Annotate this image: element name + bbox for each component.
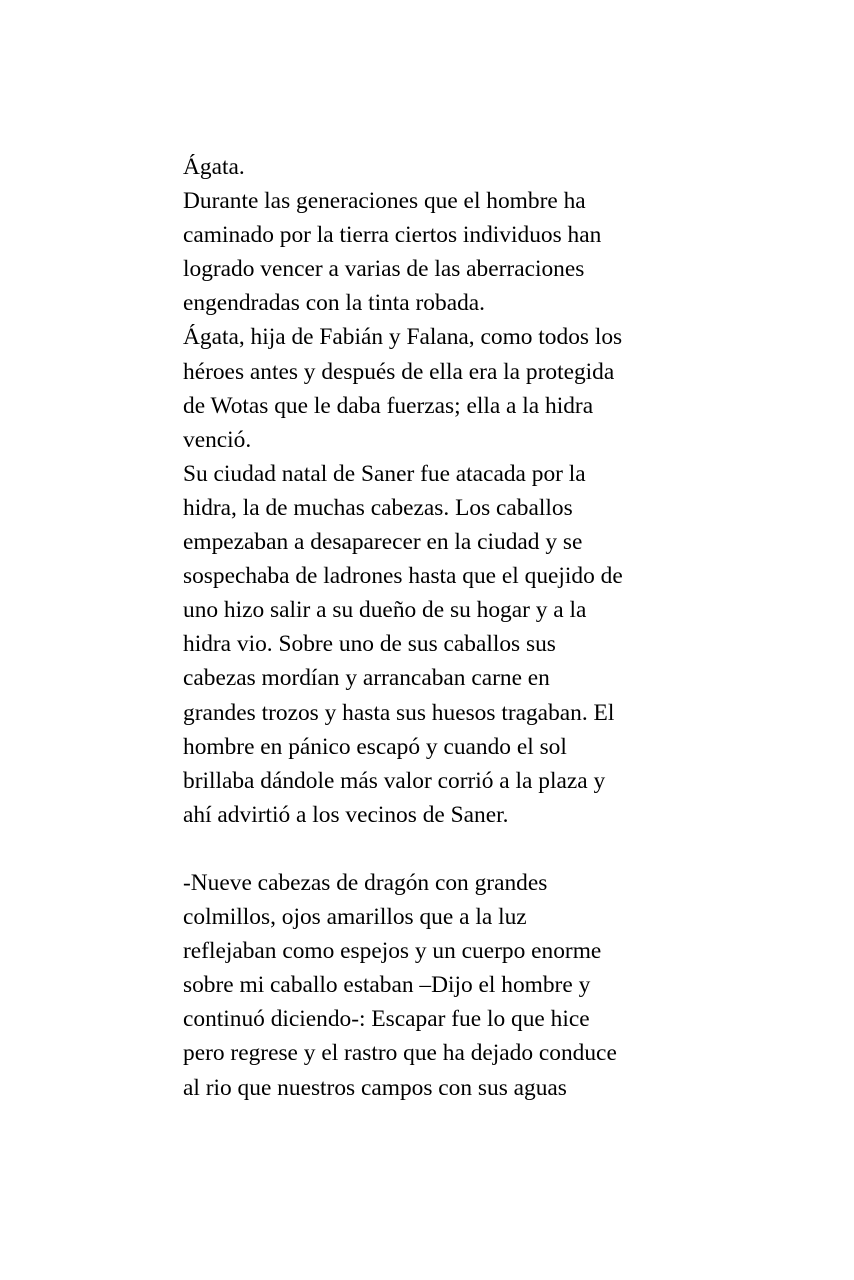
dialogue-line: sobre mi caballo estaban –Dijo el hombre y bbox=[183, 972, 591, 999]
text-line: Ágata, hija de Fabián y Falana, como todos los bbox=[183, 324, 623, 351]
dialogue-line: al rio que nuestros campos con sus aguas bbox=[183, 1074, 567, 1101]
dialogue-line: pero regrese y el rastro que ha dejado conduce bbox=[183, 1040, 617, 1067]
title-line: Ágata. bbox=[183, 154, 245, 180]
text-line: engendradas con la tinta robada. bbox=[183, 290, 485, 317]
text-line: de Wotas que le daba fuerzas; ella a la hidra bbox=[183, 392, 594, 419]
text-line: brillaba dándole más valor corrió a la plaza y bbox=[183, 767, 606, 794]
text-line: Su ciudad natal de Saner fue atacada por la bbox=[183, 460, 586, 487]
dialogue-line: -Nueve cabezas de dragón con grandes bbox=[183, 869, 548, 896]
text-line: ahí advirtió a los vecinos de Saner. bbox=[183, 801, 509, 828]
text-line: grandes trozos y hasta sus huesos tragaban. El bbox=[183, 699, 615, 726]
text-line: héroes antes y después de ella era la protegida bbox=[183, 358, 615, 385]
text-line: hidra vio. Sobre uno de sus caballos sus bbox=[183, 631, 556, 658]
dialogue-line: reflejaban como espejos y un cuerpo enorme bbox=[183, 938, 602, 965]
text-line: hombre en pánico escapó y cuando el sol bbox=[183, 733, 567, 760]
text-line: venció. bbox=[183, 426, 252, 453]
text-line: sospechaba de ladrones hasta que el quejido de bbox=[183, 563, 623, 590]
text-line: Durante las generaciones que el hombre ha bbox=[183, 188, 586, 215]
dialogue-line: continuó diciendo-: Escapar fue lo que hice bbox=[183, 1006, 590, 1033]
blank-line bbox=[183, 832, 683, 866]
text-line: uno hizo salir a su dueño de su hogar y a la bbox=[183, 597, 587, 624]
dialogue-line: colmillos, ojos amarillos que a la luz bbox=[183, 904, 527, 931]
text-line: caminado por la tierra ciertos individuos han bbox=[183, 222, 602, 249]
text-line: hidra, la de muchas cabezas. Los caballos bbox=[183, 494, 573, 521]
document-body bbox=[183, 150, 683, 1105]
text-line: empezaban a desaparecer en la ciudad y se bbox=[183, 529, 583, 556]
text-line: logrado vencer a varias de las aberraciones bbox=[183, 256, 585, 283]
text-line: cabezas mordían y arrancaban carne en bbox=[183, 665, 550, 692]
